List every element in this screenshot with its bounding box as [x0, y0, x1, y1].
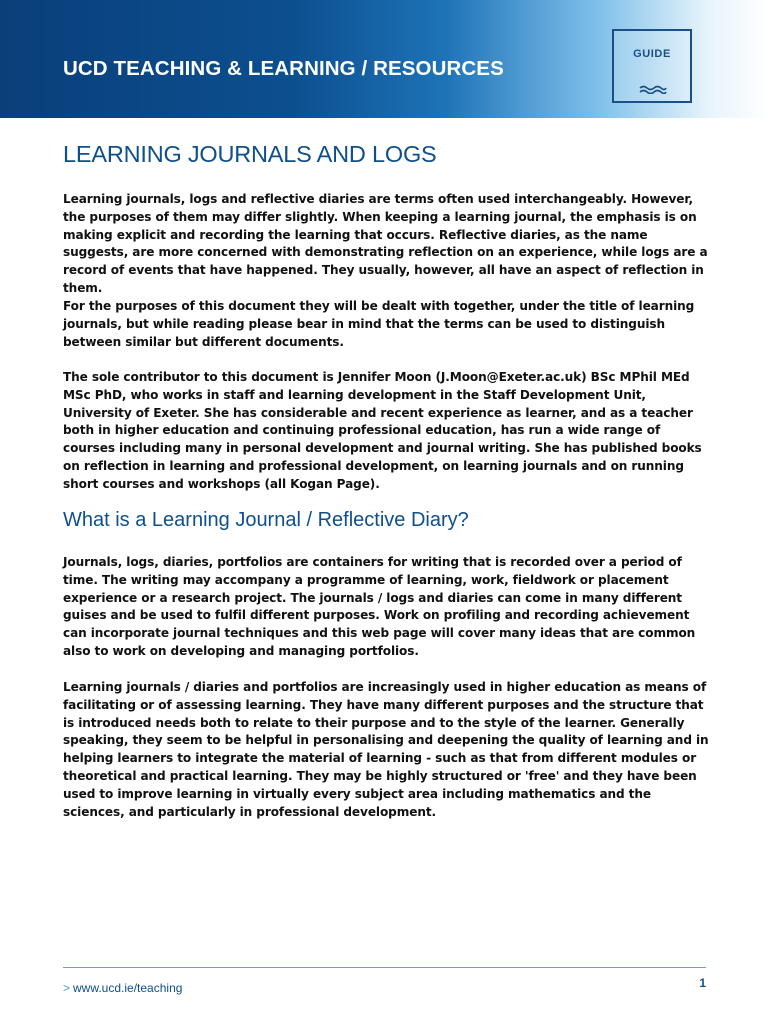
intro-paragraph-1: Learning journals, logs and reflective diaries are terms often used interchangeably. However, the purposes of them may differ slightly. When keeping a learning journal, the emphasis is on making explicit and recording the learning that occurs. Reflective diaries, as the name suggests, are more concerned with demonstrating reflection on an experience, while logs are a record of events that have happened. They usually, however, all have an aspect of reflection in them.	[63, 192, 708, 295]
section-paragraph-1: Journals, logs, diaries, portfolios are containers for writing that is recorded over a period of time. The writing may accompany a programme of learning, work, fieldwork or placement experience or a research project. The journals / logs and diaries can come in many different guises and be used to fulfil different purposes. Work on profiling and recording achievement can incorporate journal techniques and this web page will cover many ideas that are common also to work on developing and managing portfolios.	[63, 555, 696, 658]
section-paragraph-2: Learning journals / diaries and portfolios are increasingly used in higher education as means of facilitating or of assessing learning. They have many different purposes and the structure that is introduced needs both to relate to their purpose and to the style of the learner. Generally speaking, they seem to be helpful in personalising and deepening the quality of learning and in helping learners to integrate the material of learning - such as that from different modules or theoretical and practical learning. They may be highly structured or 'free' and they have been used to improve learning in virtually every subject area including mathematics and the sciences, and particularly in professional development.	[63, 680, 709, 819]
guide-badge	[612, 29, 692, 103]
guide-badge-label: GUIDE	[633, 48, 671, 60]
contributor-paragraph: The sole contributor to this document is Jennifer Moon (J.Moon@Exeter.ac.uk) BSc MPhil MEd MSc PhD, who works in staff and learning development in the Staff Development Unit, University of Exeter. She has considerable and recent experience as learner, and as a teacher both in higher education and continuing professional education, has run a wide range of courses including many in personal development and journal writing. She has published books on reflection in learning and professional development, on learning journals and on running short courses and workshops (all Kogan Page).	[63, 370, 702, 491]
header-title: UCD TEACHING & LEARNING / RESOURCES	[63, 57, 504, 80]
page-title: LEARNING JOURNALS AND LOGS	[63, 141, 437, 167]
footer-website-link[interactable]	[63, 981, 182, 995]
header-banner	[0, 0, 768, 118]
page-number: 1	[699, 976, 706, 990]
footer-link-text: www.ucd.ie/teaching	[73, 981, 183, 995]
intro-paragraph-2: For the purposes of this document they will be dealt with together, under the title of learning journals, but while reading please bear in mind that the terms can be used to distinguish between similar but different documents.	[63, 299, 695, 349]
chevron-right-icon: >	[63, 981, 71, 995]
section-heading: What is a Learning Journal / Reflective Diary?	[63, 509, 469, 531]
footer-divider	[63, 967, 706, 968]
wave-icon	[639, 84, 667, 94]
